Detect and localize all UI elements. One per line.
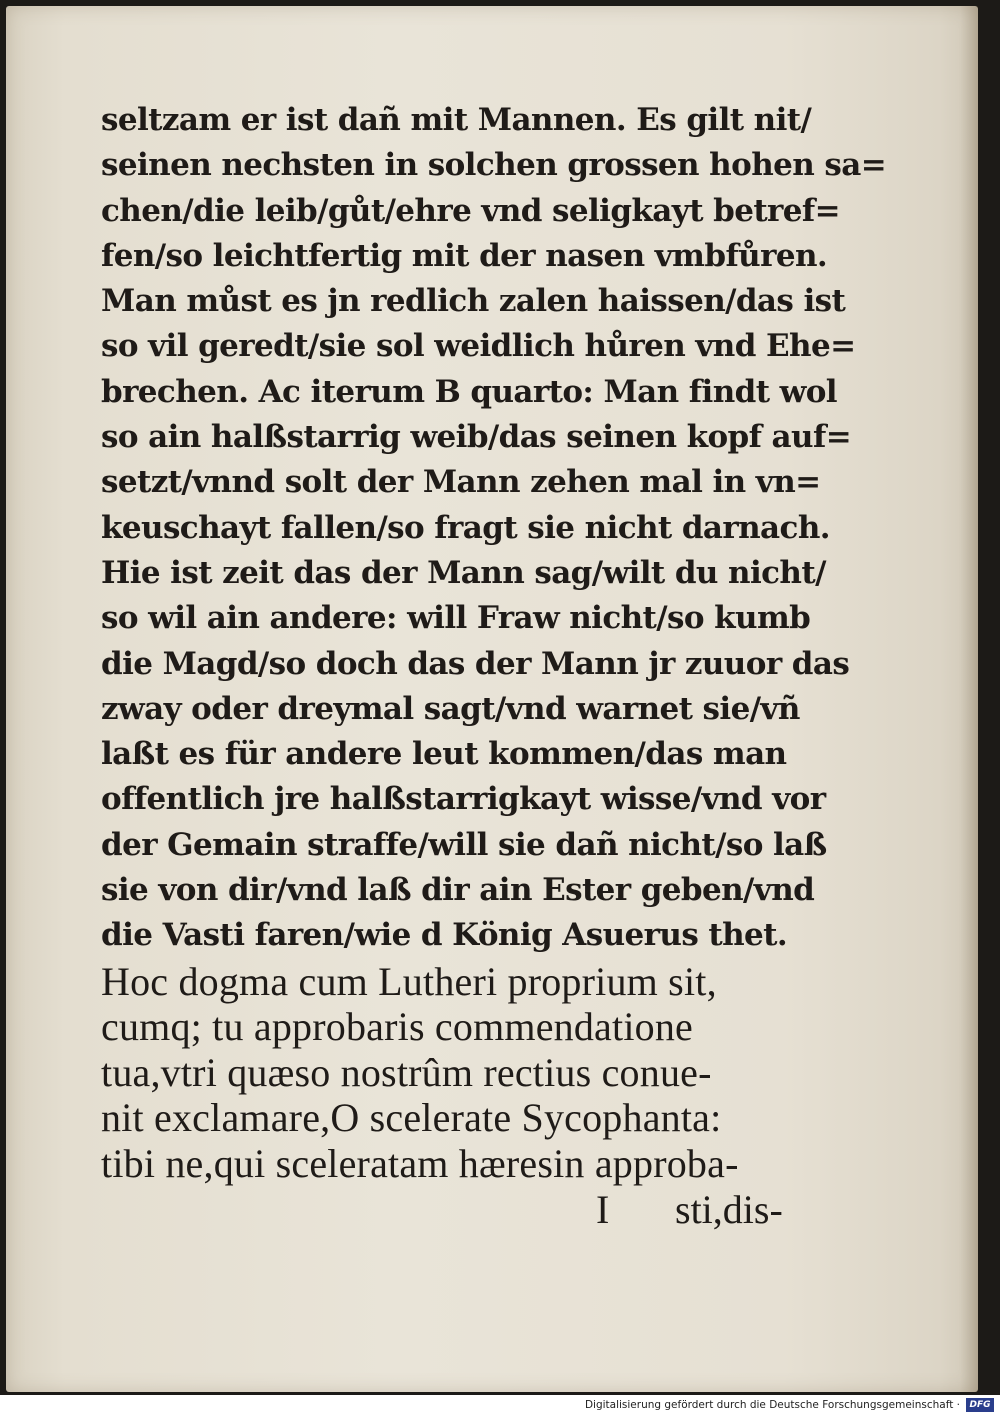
text-line: der Gemain straffe/will sie dañ nicht/so laß (101, 826, 827, 863)
dfg-logo-icon: DFG (966, 1398, 994, 1412)
text-line: die Magd/so doch das der Mann jr zuuor das (101, 645, 850, 682)
text-line: Hie ist zeit das der Mann sag/wilt du nicht/ (101, 554, 826, 591)
text-line: offentlich jre halßstarrigkayt wisse/vnd vor (101, 781, 826, 818)
text-line: Man můst es jn redlich zalen haissen/das ist (101, 283, 846, 320)
text-line: chen/die leib/gůt/ehre vnd seligkayt betref= (101, 192, 841, 229)
footer-bar (0, 1395, 1000, 1417)
signature-line (101, 1187, 801, 1237)
funding-credit: Digitalisierung gefördert durch die Deutsche Forschungsgemeinschaft · (584, 1399, 960, 1411)
latin-line: cumq; tu approbaris commendatione (101, 1004, 693, 1050)
text-line: so vil geredt/sie sol weidlich hůren vnd Ehe= (101, 328, 856, 365)
text-line: laßt es für andere leut kommen/das man (101, 736, 787, 773)
text-line: seinen nechsten in solchen grossen hohen sa= (101, 147, 887, 184)
latin-line: nit exclamare,O scelerate Sycophanta: (101, 1095, 722, 1141)
text-line: seltzam er ist dañ mit Mannen. Es gilt nit/ (101, 102, 812, 138)
text-line: so ain halßstarrig weib/das seinen kopf auf= (101, 419, 852, 456)
text-line: setzt/vnnd solt der Mann zehen mal in vn= (101, 464, 821, 501)
text-line: fen/so leichtfertig mit der nasen vmbfůren. (101, 237, 828, 274)
signature-mark: I (596, 1186, 610, 1232)
text-line: die Vasti faren/wie d König Asuerus thet. (101, 917, 788, 954)
page-text (101, 98, 887, 1237)
text-line: zway oder dreymal sagt/vnd warnet sie/vñ (101, 690, 800, 727)
latin-line: tibi ne,qui sceleratam hæresin approba- (101, 1141, 739, 1187)
latin-line: Hoc dogma cum Lutheri proprium sit, (101, 958, 717, 1004)
catchword: sti,dis- (675, 1186, 783, 1232)
text-line: keuschayt fallen/so fragt sie nicht darnach. (101, 509, 830, 546)
text-line: sie von dir/vnd laß dir ain Ester geben/vnd (101, 872, 815, 909)
text-line: so wil ain andere: will Fraw nicht/so kumb (101, 600, 811, 637)
book-page (6, 6, 978, 1392)
latin-line: tua,vtri quæso nostrûm rectius conue- (101, 1049, 712, 1095)
text-line: brechen. Ac iterum B quarto: Man findt wol (101, 373, 837, 410)
